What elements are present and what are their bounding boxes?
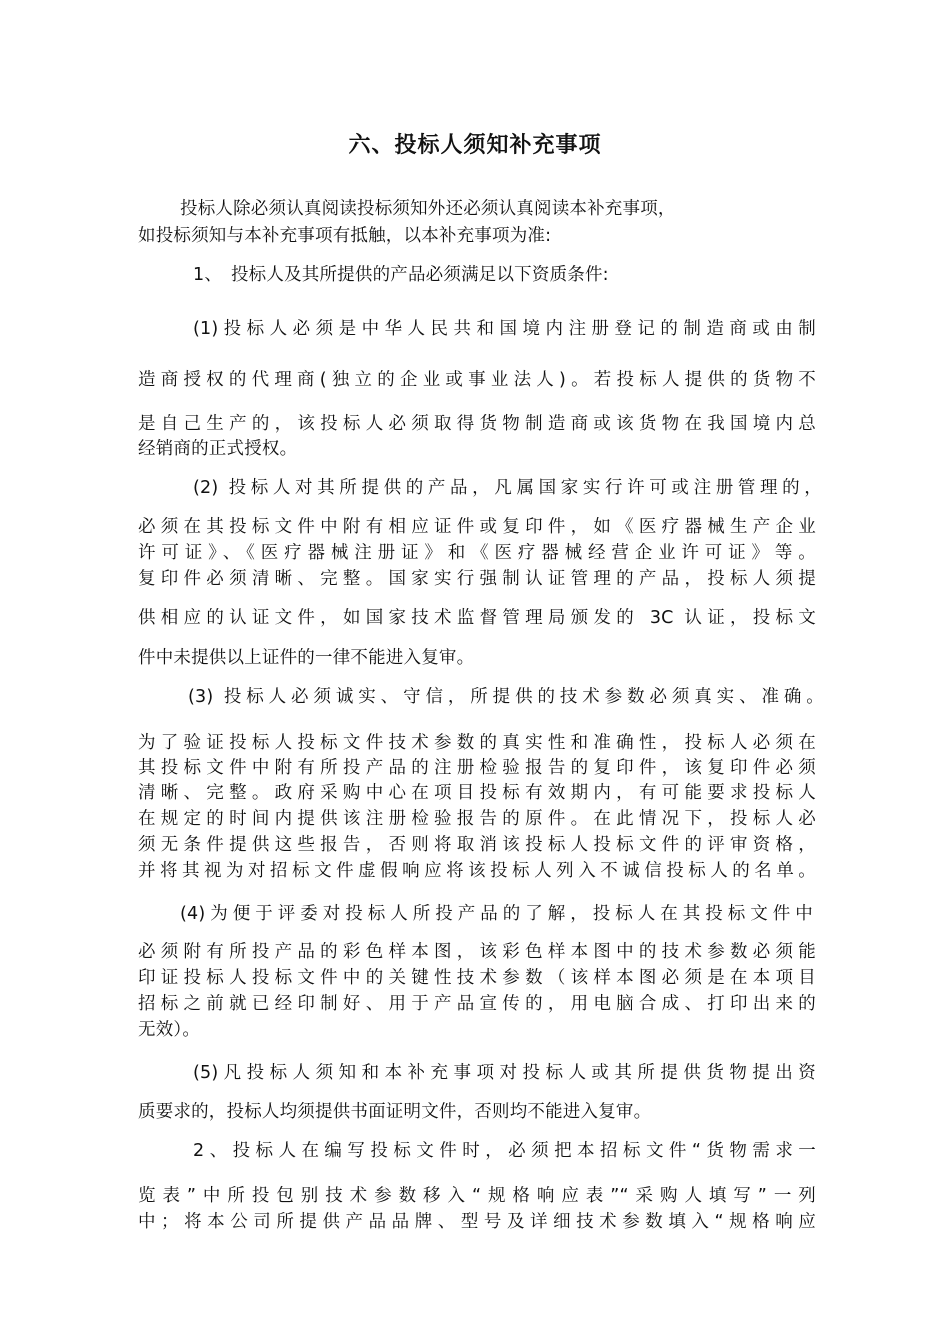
paragraph-line: (3) 投标人必须诚实、守信，所提供的技术参数必须真实、准确。 [188,687,824,707]
paragraph-line: (4)为便于评委对投标人所投产品的了解，投标人在其投标文件中 [180,904,813,924]
paragraph-line: 投标人除必须认真阅读投标须知外还必须认真阅读本补充事项， [180,199,676,219]
paragraph-line: 为了验证投标人投标文件技术参数的真实性和准确性，投标人必须在 [138,733,816,753]
paragraph-line: 必须在其投标文件中附有相应证件或复印件，如《医疗器械生产企业 [138,517,816,537]
paragraph-line: 必须附有所投产品的彩色样本图，该彩色样本图中的技术参数必须能 [138,942,816,962]
paragraph-line: 1、 投标人及其所提供的产品必须满足以下资质条件: [193,265,609,285]
paragraph-line: 复印件必须清晰、完整。国家实行强制认证管理的产品，投标人须提 [138,569,816,589]
paragraph-line: 中；将本公司所提供产品品牌、型号及详细技术参数填入“规格响应 [138,1212,816,1232]
paragraph-line: 经销商的正式授权。 [138,439,298,459]
paragraph-line: 在规定的时间内提供该注册检验报告的原件。在此情况下，投标人必 [138,809,816,829]
paragraph-line: 无效）。 [138,1020,201,1040]
paragraph-line: 如投标须知与本补充事项有抵触，以本补充事项为准: [138,226,552,246]
paragraph-line: 许可证》、《医疗器械注册证》和《医疗器械经营企业许可证》等。 [138,543,816,563]
paragraph-line: 是自己生产的，该投标人必须取得货物制造商或该货物在我国境内总 [138,414,816,434]
paragraph-line: 须无条件提供这些报告，否则将取消该投标人投标文件的评审资格， [138,835,816,855]
paragraph-line: 2、投标人在编写投标文件时，必须把本招标文件“货物需求一 [193,1141,816,1161]
section-title: 六、投标人须知补充事项 [348,133,602,158]
paragraph-line: 印证投标人投标文件中的关键性技术参数（该样本图必须是在本项目 [138,968,816,988]
paragraph-line: 质要求的，投标人均须提供书面证明文件，否则均不能进入复审。 [138,1102,652,1122]
paragraph-line: 并将其视为对招标文件虚假响应将该投标人列入不诚信投标人的名单。 [138,861,816,881]
paragraph-line: 其投标文件中附有所投产品的注册检验报告的复印件，该复印件必须 [138,758,816,778]
paragraph-line: (2) 投标人对其所提供的产品，凡属国家实行许可或注册管理的， [193,478,822,498]
paragraph-line: 清晰、完整。政府采购中心在项目投标有效期内，有可能要求投标人 [138,783,816,803]
paragraph-line: 件中未提供以上证件的一律不能进入复审。 [138,648,475,668]
paragraph-line: (5)凡投标人须知和本补充事项对投标人或其所提供货物提出资 [193,1063,816,1083]
paragraph-line: 览表”中所投包别技术参数移入“规格响应表”“采购人填写”一列 [138,1186,816,1206]
paragraph-line: 造商授权的代理商(独立的企业或事业法人)。若投标人提供的货物不 [138,370,816,390]
paragraph-line: 招标之前就已经印制好、用于产品宣传的，用电脑合成、打印出来的 [138,994,816,1014]
paragraph-line: (1)投标人必须是中华人民共和国境内注册登记的制造商或由制 [193,319,816,339]
paragraph-line: 供相应的认证文件，如国家技术监督管理局颁发的 3C 认证，投标文 [138,608,816,628]
